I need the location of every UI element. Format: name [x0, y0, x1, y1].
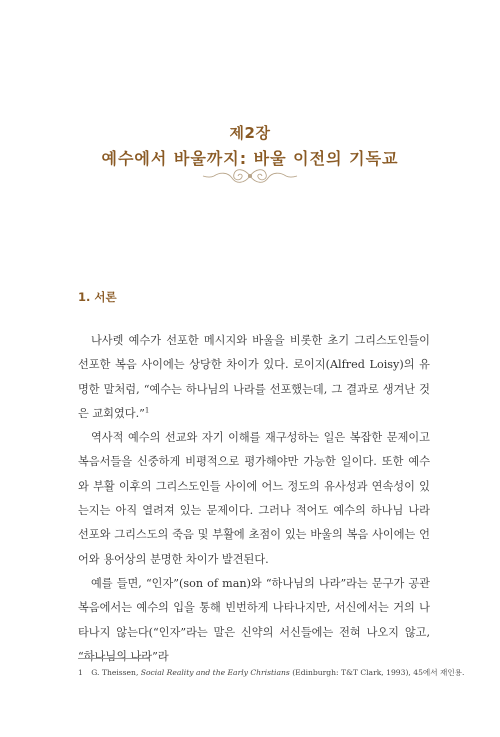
paragraph: 역사적 예수의 선교와 자기 이해를 재구성하는 일은 복잡한 문제이고 복음서들을 신중하게 비평적으로 평가해야만 가능한 일이다. 또한 예수와 부활 이후의 그리스도인들 사이에 어느 정도의 유사성과 연속성이 있는지는 아직 열려져 있는 문제이다. 그러나 적어도 예수의 하나님 나라 선포와 그리스도의 죽음 및 부활에 초점이 있는 바울의 복음 사이에는 언어와 용어상의 분명한 차이가 발견된다. [78, 431, 430, 566]
section-heading: 1. 서론 [78, 290, 117, 304]
footnote-number: 1 [78, 668, 83, 677]
paragraph [78, 329, 430, 426]
footnote-book-title: Social Reality and the Early Christians [140, 668, 290, 677]
footnote [78, 667, 465, 678]
chapter-subtitle: 예수에서 바울까지: 바울 이전의 기독교 [101, 149, 399, 168]
paragraph-text: 나사렛 예수가 선포한 메시지와 바울을 비롯한 초기 그리스도인들이 선포한 복음 사이에는 상당한 차이가 있다. 로이지(Alfred Loisy)의 유명한 말처럼, “예수는 하나님의 나라를 선포했는데, 그 결과로 생겨난 것은 교회였다.” [78, 334, 430, 420]
chapter-number: 제2장 [229, 124, 271, 142]
flourish-ornament-icon [200, 166, 300, 186]
footnote-citation: (Edinburgh: T&T Clark, 1993), 45에서 재인용. [292, 668, 465, 677]
footnote-divider [78, 658, 150, 659]
footnote-marker[interactable]: 1 [144, 406, 150, 415]
footnote-author: G. Theissen, [91, 668, 139, 677]
body-text [78, 329, 430, 669]
paragraph: 예를 들면, “인자”(son of man)와 “하나님의 나라”라는 문구가 공관복음에서는 예수의 입을 통해 빈번하게 나타나지만, 서신에서는 거의 나타나지 않는다(“인자”라는 말은 신약의 서신들에는 전혀 나오지 않고, “하나님의 나라”라 [78, 576, 430, 663]
